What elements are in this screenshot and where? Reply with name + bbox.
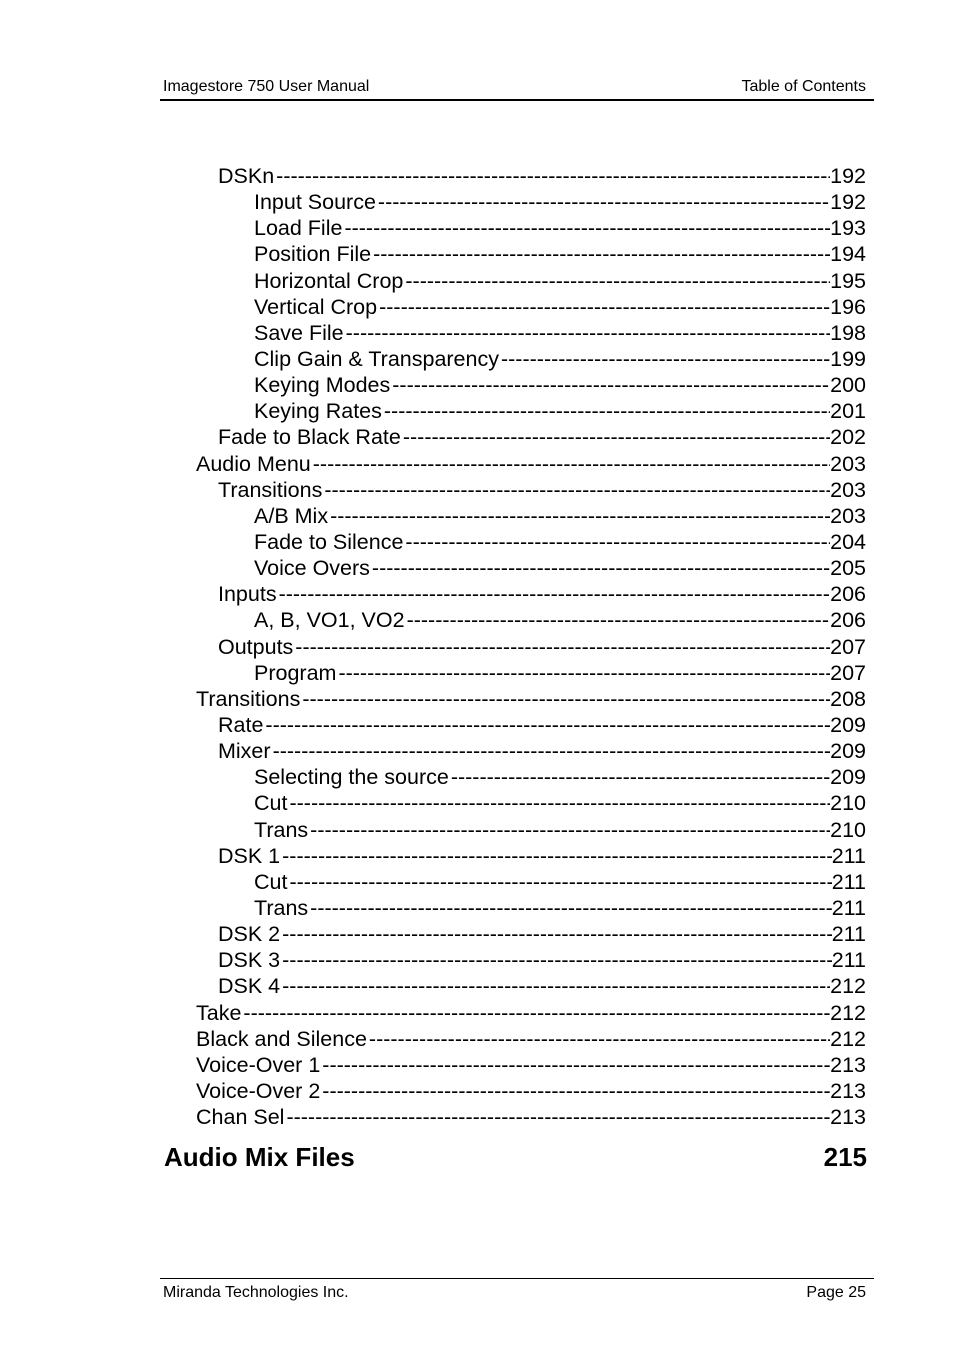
toc-leader-dots: [382, 398, 830, 424]
toc-entry[interactable]: [0, 189, 954, 215]
toc-entry-label: Position File: [254, 242, 372, 267]
toc-entry-label: Keying Rates: [254, 399, 382, 424]
toc-entry[interactable]: [0, 372, 954, 398]
toc-entry-label: Cut: [254, 791, 288, 816]
toc-entry-page: 206: [830, 608, 866, 633]
toc-entry-page: 213: [830, 1078, 866, 1103]
toc-leader-dots: [287, 790, 830, 816]
toc-leader-dots: [344, 320, 831, 346]
toc-leader-dots: [280, 947, 832, 973]
toc-entry-page: 199: [830, 346, 866, 371]
toc-leader-dots: [401, 424, 830, 450]
toc-leader-dots: [405, 607, 831, 633]
toc-entry-label: Black and Silence: [196, 1026, 367, 1051]
toc-entry-label: Outputs: [218, 634, 294, 659]
toc-entry-label: Clip Gain & Transparency: [254, 346, 499, 371]
toc-entry-page: 200: [830, 373, 866, 398]
toc-entry[interactable]: [0, 1026, 954, 1052]
toc-leader-dots: [287, 869, 831, 895]
toc-entry[interactable]: [0, 947, 954, 973]
toc-entry-page: 209: [830, 739, 866, 764]
toc-entry-label: Chan Sel: [196, 1105, 285, 1130]
toc-entry[interactable]: [0, 424, 954, 450]
toc-entry[interactable]: [0, 895, 954, 921]
toc-entry-label: DSK 3: [218, 948, 281, 973]
toc-entry-page: 212: [830, 974, 866, 999]
toc-entry-page: 211: [831, 948, 866, 973]
toc-entry-label: A, B, VO1, VO2: [254, 608, 405, 633]
toc-entry[interactable]: [0, 1052, 954, 1078]
toc-entry[interactable]: [0, 869, 954, 895]
toc-entry-page: 211: [831, 895, 866, 920]
toc-leader-dots: [271, 738, 831, 764]
toc-entry-label: DSK 4: [218, 974, 281, 999]
toc-entry[interactable]: [0, 346, 954, 372]
toc-entry-page: 210: [830, 817, 866, 842]
toc-leader-dots: [377, 294, 830, 320]
toc-entry-page: 207: [830, 634, 866, 659]
toc-leader-dots: [284, 1104, 830, 1130]
toc-entry-label: Load File: [254, 216, 343, 241]
toc-entry-page: 205: [830, 556, 866, 581]
toc-entry[interactable]: [0, 529, 954, 555]
toc-entry-page: 192: [830, 164, 866, 188]
toc-entry-page: 211: [831, 843, 866, 868]
toc-entry[interactable]: [0, 817, 954, 843]
toc-entry-page: 212: [830, 1000, 866, 1025]
toc-entry[interactable]: [0, 764, 954, 790]
toc-leader-dots: [342, 215, 830, 241]
toc-entry[interactable]: [0, 843, 954, 869]
table-of-contents: [0, 163, 954, 1130]
toc-entry-page: 207: [830, 660, 866, 685]
toc-leader-dots: [370, 555, 830, 581]
toc-entry[interactable]: [0, 477, 954, 503]
toc-entry[interactable]: [0, 607, 954, 633]
section-title: Table of Contents: [741, 78, 866, 95]
toc-leader-dots: [300, 686, 830, 712]
toc-entry-label: Trans: [254, 817, 309, 842]
toc-entry-label: Take: [196, 1000, 242, 1025]
toc-entry-label: Voice Overs: [254, 556, 370, 581]
toc-entry-page: 211: [831, 869, 866, 894]
toc-leader-dots: [320, 1052, 830, 1078]
toc-entry-label: DSK 2: [218, 922, 281, 947]
toc-entry-label: Cut: [254, 869, 288, 894]
toc-entry-label: Mixer: [218, 739, 271, 764]
toc-entry-page: 203: [830, 503, 866, 528]
toc-entry-page: 201: [830, 399, 866, 424]
toc-leader-dots: [403, 529, 830, 555]
toc-entry[interactable]: [0, 451, 954, 477]
toc-entry-page: 198: [830, 320, 866, 345]
toc-leader-dots: [390, 372, 830, 398]
toc-leader-dots: [376, 189, 830, 215]
toc-entry[interactable]: [0, 738, 954, 764]
toc-leader-dots: [499, 346, 830, 372]
toc-entry[interactable]: [0, 581, 954, 607]
toc-entry[interactable]: [0, 634, 954, 660]
toc-leader-dots: [311, 451, 830, 477]
toc-entry-page: 203: [830, 451, 866, 476]
toc-entry-label: Horizontal Crop: [254, 268, 404, 293]
toc-leader-dots: [367, 1026, 830, 1052]
toc-leader-dots: [280, 973, 830, 999]
toc-entry-label: Program: [254, 660, 337, 685]
toc-entry-page: 209: [830, 712, 866, 737]
toc-entry[interactable]: [0, 1000, 954, 1026]
toc-entry[interactable]: [0, 555, 954, 581]
toc-entry[interactable]: [0, 163, 954, 189]
toc-entry-page: 208: [830, 686, 866, 711]
toc-entry[interactable]: [0, 686, 954, 712]
toc-leader-dots: [336, 660, 830, 686]
toc-entry-label: Rate: [218, 712, 264, 737]
toc-entry[interactable]: [0, 973, 954, 999]
toc-entry-page: 193: [830, 216, 866, 241]
toc-entry[interactable]: [0, 241, 954, 267]
toc-leader-dots: [241, 1000, 830, 1026]
toc-entry-page: 196: [830, 294, 866, 319]
toc-entry[interactable]: [0, 268, 954, 294]
toc-entry-label: Voice-Over 2: [196, 1078, 321, 1103]
toc-entry-page: 194: [830, 242, 866, 267]
toc-entry-label: Transitions: [218, 477, 323, 502]
toc-entry-page: 195: [830, 268, 866, 293]
toc-entry[interactable]: [0, 1104, 954, 1130]
toc-leader-dots: [371, 241, 830, 267]
toc-entry[interactable]: [0, 1078, 954, 1104]
toc-leader-dots: [280, 921, 832, 947]
toc-entry[interactable]: [0, 398, 954, 424]
toc-leader-dots: [308, 817, 830, 843]
toc-entry[interactable]: [0, 503, 954, 529]
page-number: Page 25: [806, 1284, 866, 1301]
toc-entry-page: 203: [830, 477, 866, 502]
toc-entry-page: 204: [830, 529, 866, 554]
toc-leader-dots: [328, 503, 830, 529]
toc-entry[interactable]: [0, 320, 954, 346]
chapter-title: Audio Mix Files: [164, 1142, 355, 1172]
toc-entry-page: 212: [830, 1026, 866, 1051]
toc-entry-label: Vertical Crop: [254, 294, 378, 319]
manual-title: Imagestore 750 User Manual: [163, 78, 370, 95]
toc-entry-page: 209: [830, 765, 866, 790]
toc-leader-dots: [320, 1078, 830, 1104]
toc-entry-page: 206: [830, 582, 866, 607]
toc-leader-dots: [274, 163, 830, 189]
toc-entry[interactable]: [0, 215, 954, 241]
toc-leader-dots: [280, 843, 832, 869]
toc-entry-label: Fade to Black Rate: [218, 425, 401, 450]
toc-entry[interactable]: [0, 790, 954, 816]
toc-entry-label: Selecting the source: [254, 765, 449, 790]
page-header: [160, 76, 874, 101]
toc-entry-label: A/B Mix: [254, 503, 329, 528]
toc-entry[interactable]: [0, 712, 954, 738]
toc-entry-label: Trans: [254, 895, 309, 920]
toc-entry[interactable]: [0, 921, 954, 947]
chapter-page-number: 215: [823, 1142, 867, 1172]
toc-entry-label: Fade to Silence: [254, 529, 404, 554]
toc-entry[interactable]: [0, 660, 954, 686]
toc-leader-dots: [403, 268, 830, 294]
toc-leader-dots: [277, 581, 831, 607]
toc-entry[interactable]: [0, 294, 954, 320]
toc-leader-dots: [263, 712, 830, 738]
toc-entry-page: 202: [830, 425, 866, 450]
toc-entry-label: DSK 1: [218, 843, 281, 868]
toc-entry-label: Input Source: [254, 190, 376, 215]
toc-entry-page: 213: [830, 1105, 866, 1130]
toc-entry-label: Transitions: [196, 686, 301, 711]
chapter-entry[interactable]: [164, 1142, 867, 1176]
toc-entry-page: 213: [830, 1052, 866, 1077]
company-name: Miranda Technologies Inc.: [163, 1284, 349, 1301]
toc-entry-label: DSKn: [218, 164, 275, 188]
toc-entry-label: Keying Modes: [254, 373, 391, 398]
toc-entry-label: Audio Menu: [196, 451, 311, 476]
toc-entry-page: 210: [830, 791, 866, 816]
toc-leader-dots: [449, 764, 830, 790]
page-footer: [160, 1278, 874, 1301]
toc-entry-page: 192: [830, 190, 866, 215]
toc-leader-dots: [293, 634, 830, 660]
toc-entry-label: Inputs: [218, 582, 277, 607]
toc-entry-page: 211: [831, 922, 866, 947]
toc-entry-label: Voice-Over 1: [196, 1052, 321, 1077]
toc-leader-dots: [322, 477, 830, 503]
toc-entry-label: Save File: [254, 320, 344, 345]
toc-leader-dots: [308, 895, 832, 921]
